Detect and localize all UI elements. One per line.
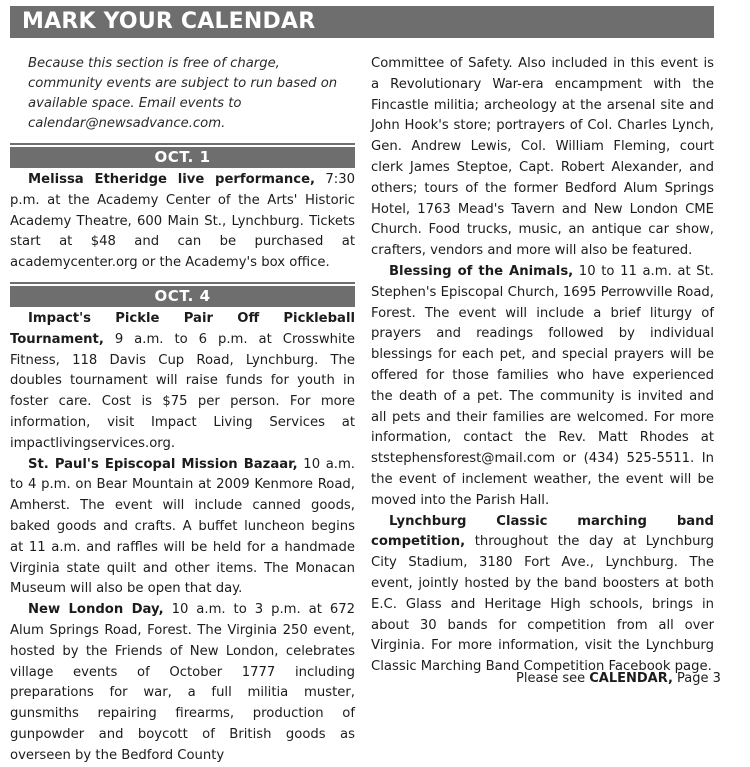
continuation-lead: Please see	[516, 671, 590, 686]
event-details: 7:30 p.m. at the Academy Center of the Arts' Historic Academy Theatre, 600 Main St., Lynchburg. Tickets start at $48 and can be purchased at academycenter.org or the Academy's box office.	[10, 172, 355, 271]
event-details: 10 a.m. to 4 p.m. on Bear Mountain at 2009 Kenmore Road, Amherst. The event will include canned goods, baked goods and crafts. A buffet luncheon begins at 11 a.m. and raffles will be held for a handmade Virginia state quilt and other items. The Monacan Museum will also be open that day.	[10, 456, 356, 597]
event-continuation	[371, 54, 714, 262]
date-section-oct-4	[10, 282, 355, 307]
event-name: Lynchburg Classic marching band competition,	[371, 513, 714, 550]
event-item	[371, 512, 714, 678]
event-name: Impact's Pickle Pair Off Pickleball Tournament,	[10, 310, 355, 347]
intro-text: Because this section is free of charge, community events are subject to run based on available space. Email events to calendar@newsadvance.com.	[28, 56, 338, 131]
event-name: Melissa Etheridge live performance,	[28, 172, 316, 187]
continuation-page: Page 3	[672, 671, 721, 686]
section-title: MARK YOUR CALENDAR	[22, 9, 316, 34]
event-name: New London Day,	[28, 602, 164, 618]
date-heading: OCT. 4	[10, 286, 355, 307]
event-details: 10 to 11 a.m. at St. Stephen's Episcopal Church, 1695 Perrowville Road, Forest. The event will include a brief liturgy of prayers and readings followed by individual blessings for each pet, and special prayers will be offered for those families who have experienced the death of a pet. The community is invited and all pets and their families are welcomed. For more information, contact the Rev. Matt Rhodes at ststephensforest@mail.com or (434) 525-5511. In the event of inclement weather, the event will be moved into the Parish Hall.	[371, 263, 714, 508]
continuation-notice	[516, 671, 721, 686]
date-heading: OCT. 1	[10, 147, 355, 168]
event-name: Blessing of the Animals,	[389, 263, 574, 279]
event-details: throughout the day at Lynchburg City Stadium, 3180 Fort Ave., Lynchburg. The event, jointly hosted by the band boosters at both E.C. Glass and Heritage High schools, brings in about 30 bands for competition from all over Virginia. For more information, visit the Lynchburg Classic Marching Band Competition Facebook page.	[371, 534, 714, 675]
event-details: 9 a.m. to 6 p.m. at Crosswhite Fitness, 118 Davis Cup Road, Lynchburg. The doubles tournament will raise funds for youth in foster care. Cost is $75 per person. For more information, visit Impact Living Services at impactlivingservices.org.	[10, 331, 355, 451]
event-details: Committee of Safety. Also included in this event is a Revolutionary War-era encampment with the Fincastle militia; archeology at the arsenal site and John Hook's store; portrayers of Col. Charles Lynch, Gen. Andrew Lewis, Col. William Fleming, court clerk James Steptoe, Capt. Robert Alexander, and others; tours of the former Bedford Alum Springs Hotel, 1763 Mead's Tavern and New London CME Church. Food trucks, music, an antique car show, crafters, vendors and more will also be featured.	[371, 56, 714, 259]
right-column	[371, 54, 714, 678]
event-item	[10, 455, 355, 601]
section-banner	[10, 6, 714, 38]
event-item	[10, 309, 355, 455]
left-column	[10, 44, 355, 767]
date-section-oct-1	[10, 143, 355, 168]
event-item	[10, 170, 355, 274]
event-item	[371, 262, 714, 512]
event-item	[10, 600, 355, 766]
continuation-section: CALENDAR,	[589, 671, 673, 686]
event-details: 10 a.m. to 3 p.m. at 672 Alum Springs Road, Forest. The Virginia 250 event, hosted by the Friends of New London, celebrates village events of October 1777 including preparations for war, a full militia muster, gunsmiths repairing firearms, production of gunpowder and boycott of British goods as overseen by the Bedford County	[10, 602, 355, 763]
event-name: St. Paul's Episcopal Mission Bazaar,	[28, 456, 298, 472]
